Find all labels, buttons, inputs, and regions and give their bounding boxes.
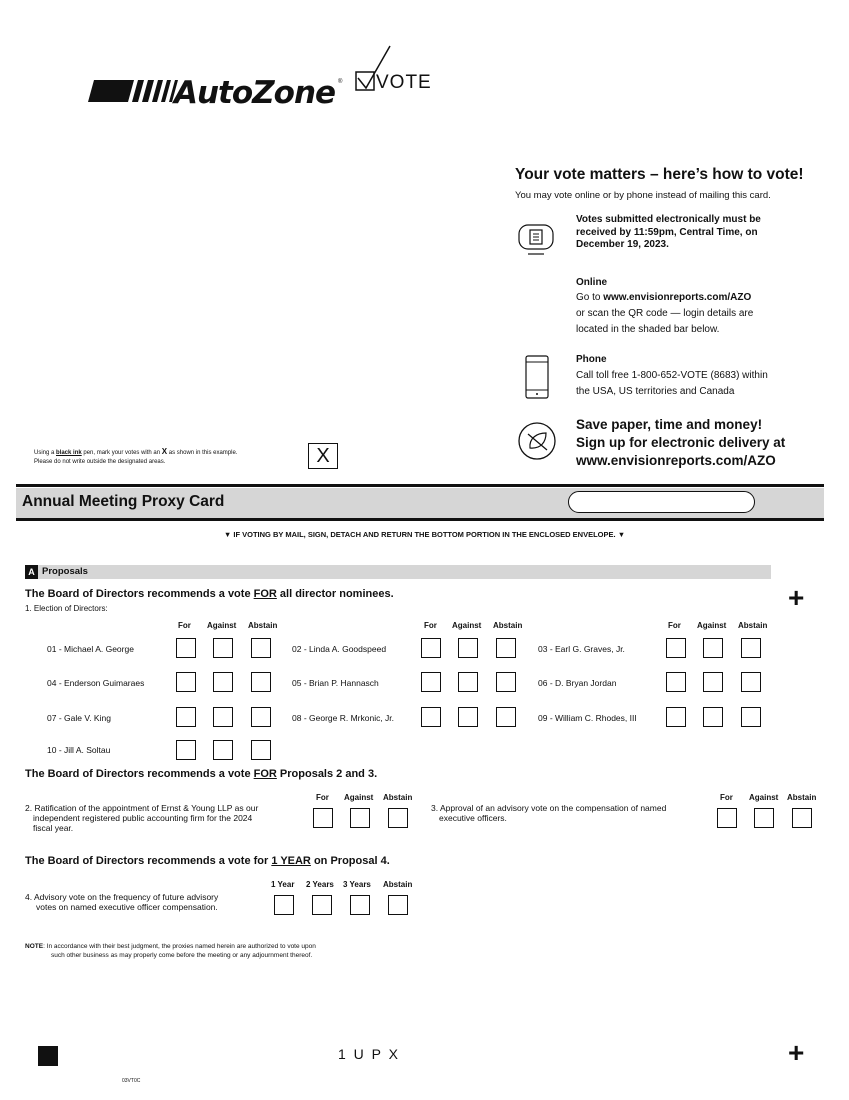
save-line1: Save paper, time and money! [576,417,763,432]
p2-line1: 2. Ratification of the appointment of Ernst & Young LLP as our [25,803,259,813]
nominee-09-for-checkbox[interactable] [666,707,686,727]
proposals-bar [25,565,771,579]
proxy-card-title: Annual Meeting Proxy Card [22,493,225,510]
phone-line1: Call toll free 1-800-652-VOTE (8683) within [576,370,768,381]
recommendation-1 [25,588,394,600]
nominee-02: 02 - Linda A. Goodspeed [292,644,387,654]
p4-col-2years: 2 Years [306,880,334,889]
col-against-1: Against [207,621,237,630]
p4-line1: 4. Advisory vote on the frequency of future advisory [25,892,219,902]
nominee-08-against-checkbox[interactable] [458,707,478,727]
col-for-1: For [178,621,191,630]
nominee-01-for-checkbox[interactable] [176,638,196,658]
vote-subtitle: You may vote online or by phone instead of mailing this card. [515,190,771,201]
nominee-08-for-checkbox[interactable] [421,707,441,727]
nominee-02-abstain-checkbox[interactable] [496,638,516,658]
nominee-03-for-checkbox[interactable] [666,638,686,658]
p3-abstain-checkbox[interactable] [792,808,812,828]
p2-against-checkbox[interactable] [350,808,370,828]
p3-col-abstain: Abstain [787,793,817,802]
ink-type: black ink [56,450,82,456]
divider-bottom [16,518,824,521]
online-title: Online [576,277,608,288]
proxy-bar [16,488,824,518]
p4-line2: votes on named executive officer compensation. [36,902,218,912]
ink-suffix2: as shown in this example. [168,450,238,456]
recommendation-2 [25,768,377,780]
col-abstain-1: Abstain [248,621,278,630]
p3-for-checkbox[interactable] [717,808,737,828]
registration-square [38,1046,58,1066]
rec3-year: 1 YEAR [271,855,311,867]
registered-mark: ® [338,79,343,85]
nominee-04-against-checkbox[interactable] [213,672,233,692]
phone-icon [524,355,552,401]
p3-col-against: Against [749,793,779,802]
p4-2years-checkbox[interactable] [312,895,332,915]
p2-line3: fiscal year. [33,823,74,833]
nominee-04-abstain-checkbox[interactable] [251,672,271,692]
p3-col-for: For [720,793,733,802]
save-url-link[interactable]: www.envisionreports.com/AZO [576,453,776,468]
nominee-07-for-checkbox[interactable] [176,707,196,727]
p4-col-abstain: Abstain [383,880,413,889]
divider-top [16,484,824,487]
nominee-08-abstain-checkbox[interactable] [496,707,516,727]
col-for-3: For [668,621,681,630]
nominee-02-for-checkbox[interactable] [421,638,441,658]
rec1-suffix: all director nominees. [279,588,394,600]
ink-prefix: Using a [34,450,55,456]
nominee-05-abstain-checkbox[interactable] [496,672,516,692]
nominee-01: 01 - Michael A. George [47,644,134,654]
note-label: NOTE [25,943,44,950]
col-abstain-2: Abstain [493,621,523,630]
nominee-03-abstain-checkbox[interactable] [741,638,761,658]
form-code: 1 U P X [338,1046,400,1062]
nominee-06-against-checkbox[interactable] [703,672,723,692]
p3-line1: 3. Approval of an advisory vote on the compensation of named [431,803,667,813]
ink-suffix: pen, mark your votes with an [83,450,161,456]
note-line2: such other business as may properly come before the meeting or any adjournment thereof. [51,952,313,959]
rec1-prefix: The Board of Directors recommends a vote [25,588,251,600]
document-icon [518,222,558,256]
proposal-2-text [25,803,258,833]
example-mark-box [308,443,338,469]
proposal-4-text [25,892,218,912]
example-x: X [316,445,330,467]
vote-matters-title: Your vote matters – here’s how to vote! [515,166,804,183]
nominee-10-abstain-checkbox[interactable] [251,740,271,760]
registration-mark-plus: + [788,582,805,613]
online-prefix: Go to [576,292,601,303]
election-label: 1. Election of Directors: [25,604,108,613]
rec3-prefix: The Board of Directors recommends a vote for [25,855,269,867]
col-against-2: Against [452,621,482,630]
bottom-plus-mark: + [788,1037,805,1068]
p2-abstain-checkbox[interactable] [388,808,408,828]
p2-line2: independent registered public accounting firm for the 2024 [33,813,253,823]
p3-against-checkbox[interactable] [754,808,774,828]
note-text [25,942,316,960]
login-details-field[interactable] [568,491,755,513]
phone-line2: the USA, US territories and Canada [576,386,735,397]
p2-col-for: For [316,793,329,802]
nominee-06-for-checkbox[interactable] [666,672,686,692]
note-line1: : In accordance with their best judgment, the proxies named herein are authorized to vote upon [43,943,316,950]
online-line2: or scan the QR code — login details are [576,308,754,319]
ink-line2: Please do not write outside the designated areas. [34,459,166,465]
rec2-suffix: Proposals 2 and 3. [279,768,378,780]
brand-wordmark: AutoZone [174,75,336,111]
col-for-2: For [424,621,437,630]
ink-mark: X [161,447,168,456]
vote-label: VOTE [376,72,432,93]
phone-title: Phone [576,354,607,365]
detach-instructions: ▼ IF VOTING BY MAIL, SIGN, DETACH AND RETURN THE BOTTOM PORTION IN THE ENCLOSED ENVELOPE. ▼ [223,530,626,539]
nominee-05-against-checkbox[interactable] [458,672,478,692]
section-letter: A [25,565,38,579]
nominee-01-against-checkbox[interactable] [213,638,233,658]
nominee-04-for-checkbox[interactable] [176,672,196,692]
vote-logo [354,44,444,94]
nominee-09-against-checkbox[interactable] [703,707,723,727]
section-label: Proposals [42,566,88,577]
nominee-09: 09 - William C. Rhodes, III [538,713,637,723]
ink-instructions [34,447,237,467]
online-line1 [576,292,751,303]
save-line2: Sign up for electronic delivery at [576,435,786,450]
rec3-suffix: on Proposal 4. [313,855,390,867]
p2-col-against: Against [344,793,374,802]
nominee-05: 05 - Brian P. Hannasch [292,678,379,688]
p3-line2: executive officers. [439,813,507,823]
online-line3: located in the shaded bar below. [576,324,720,335]
deadline-text: Votes submitted electronically must be received by 11:59pm, Central Time, on December 19, 2023. [576,214,761,250]
nominee-06: 06 - D. Bryan Jordan [538,678,617,688]
p4-1year-checkbox[interactable] [274,895,294,915]
rec2-prefix: The Board of Directors recommends a vote [25,768,251,780]
nominee-07-abstain-checkbox[interactable] [251,707,271,727]
col-abstain-3: Abstain [738,621,768,630]
proposal-3-text [431,803,666,823]
col-against-3: Against [697,621,727,630]
p2-for-checkbox[interactable] [313,808,333,828]
rec2-for: FOR [253,768,277,780]
recommendation-3 [25,855,390,867]
online-url-link[interactable]: www.envisionreports.com/AZO [603,292,752,303]
leaf-no-paper-icon [517,420,559,462]
logo-stripes [88,72,188,110]
nominee-10-against-checkbox[interactable] [213,740,233,760]
rec1-for: FOR [253,588,277,600]
nominee-08: 08 - George R. Mrkonic, Jr. [292,713,395,723]
nominee-09-abstain-checkbox[interactable] [741,707,761,727]
autozone-logo [88,72,346,110]
nominee-04: 04 - Enderson Guimaraes [47,678,145,688]
nominee-10: 10 - Jill A. Soltau [47,745,111,755]
p2-col-abstain: Abstain [383,793,413,802]
nominee-03-against-checkbox[interactable] [703,638,723,658]
small-code: 03VT0C [122,1078,141,1084]
nominee-06-abstain-checkbox[interactable] [741,672,761,692]
nominee-07-against-checkbox[interactable] [213,707,233,727]
nominee-02-against-checkbox[interactable] [458,638,478,658]
p4-abstain-checkbox[interactable] [388,895,408,915]
nominee-01-abstain-checkbox[interactable] [251,638,271,658]
nominee-03: 03 - Earl G. Graves, Jr. [538,644,625,654]
nominee-05-for-checkbox[interactable] [421,672,441,692]
p4-col-1year: 1 Year [271,880,295,889]
nominee-07: 07 - Gale V. King [47,713,111,723]
nominee-10-for-checkbox[interactable] [176,740,196,760]
p4-col-3years: 3 Years [343,880,371,889]
p4-3years-checkbox[interactable] [350,895,370,915]
